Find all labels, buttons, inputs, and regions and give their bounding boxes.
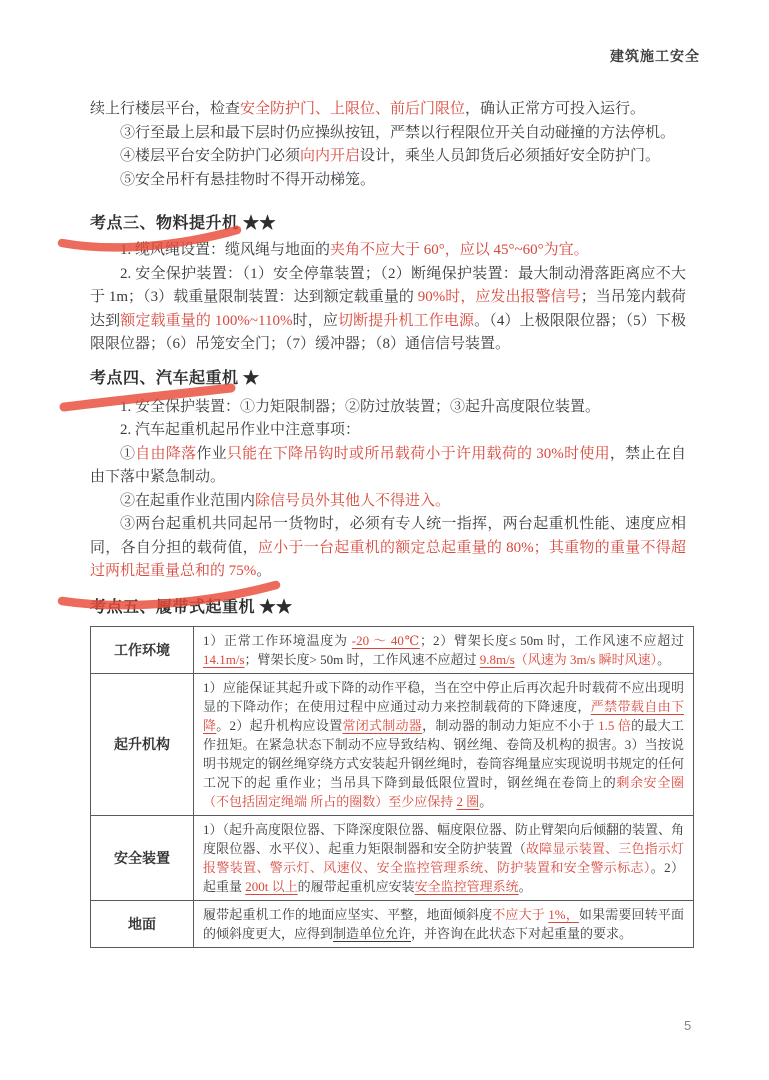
text-segment: 的最大工作扭矩。在紧急状态下制动不应导致结构、钢丝绳、卷筒及机构的损害。3）当按说明书规定的钢丝绳穿绕方式安装起升钢丝绳时，卷筒容绳量应实现说明书规定的任何工况下的起 重作业；当吊具下降到最低限位置时，钢丝绳在卷筒上的	[203, 717, 685, 790]
paragraph	[90, 396, 686, 420]
text-segment: 。	[479, 793, 493, 809]
table-row	[91, 900, 694, 947]
row-content	[194, 900, 694, 947]
highlighted-text: 向内开启	[300, 148, 361, 164]
paragraph	[90, 145, 686, 169]
table-row	[91, 626, 694, 673]
text-segment: 。	[518, 878, 532, 894]
paragraph	[90, 239, 686, 263]
paragraph	[90, 443, 686, 490]
text-segment: ，制动器的制动力矩应不小于	[422, 717, 599, 733]
text-segment: ；当吊笼内载荷达到	[90, 289, 686, 329]
paragraph	[90, 419, 686, 443]
page-number: 5	[684, 1018, 692, 1033]
text-segment: ②在起重作业范围内	[120, 492, 256, 509]
text-segment: 1）正常工作环境温度为	[203, 632, 352, 648]
text-segment: 时，应	[292, 312, 338, 329]
text-segment: 2. 安全保护装置：（1）安全停靠装置；（2）断绳保护装置：最大制动滑落距离应不大于 1m；（3）载重量限制装置：达到额定载重量的	[90, 265, 686, 305]
highlighted-text: 切断提升机工作电源	[337, 312, 475, 329]
highlighted-text: 90%时，应发出报警信号	[417, 289, 581, 305]
highlighted-text: 2 圈	[456, 793, 480, 809]
text-segment: 。2）起升机构应设置	[216, 717, 343, 733]
text-segment: 。2）起重量	[203, 859, 684, 894]
highlighted-text: 严禁带载自由下降	[203, 698, 684, 733]
table-row	[91, 815, 694, 900]
text-segment: 。（4）上极限限位器；（5）下极限限位器；（6）吊笼安全门；（7）缓冲器；（8）通信信号装置。	[90, 312, 686, 352]
highlighted-text: 200t 以上	[245, 878, 298, 894]
highlighted-text: 故障显示装置、三色指示灯报警装置、警示灯、风速仪、安全监控管理系统、防护装置和安全警示标志）	[203, 840, 684, 875]
text-segment: 。	[657, 651, 671, 667]
section-heading-kaodian4: 考点四、汽车起重机 ★	[90, 369, 260, 387]
highlighted-text: 安全监控管理系统	[414, 878, 519, 894]
text-segment: 设计，乘坐人员卸货后必须插好安全防护门。	[360, 148, 661, 164]
highlighted-text: -20 ～ 40℃	[351, 632, 420, 648]
text-segment: ；2）臂架长度≤ 50m 时，工作风速不应超过	[419, 632, 684, 648]
row-label: 起升机构	[91, 673, 194, 815]
text-segment: ①	[120, 445, 136, 462]
paragraph	[90, 490, 686, 514]
row-label: 地面	[91, 900, 194, 947]
highlighted-text: 1%，	[548, 906, 579, 922]
highlighted-text: 剩余安全圈（不包括固定绳端 所占的圈数）至少应保持	[203, 774, 684, 809]
table-row	[91, 673, 694, 815]
crawler-crane-spec-table	[90, 626, 694, 948]
highlighted-text: （风速为 3m/s 瞬时风速）	[514, 651, 658, 667]
row-content	[194, 626, 694, 673]
text-segment: ，确认正常方可投入运行。	[465, 101, 646, 117]
text-segment: 如果需要回转平面的倾斜度更大，应得到	[203, 906, 684, 941]
row-label: 安全装置	[91, 815, 194, 900]
highlighted-text: 应小于一台起重机的额定总起重量的 80%；其重物的重量不得超过两机起重量总和的 75%	[90, 539, 686, 579]
text-segment: 1. 安全保护装置：①力矩限制器；②防过放装置；③起升高度限位装置。	[120, 398, 601, 415]
text-segment: ④楼层平台安全防护门必须	[120, 148, 301, 164]
highlighted-text: 常闭式制动器	[342, 717, 423, 733]
text-segment: ③两台起重机共同起吊一货物时，必须有专人统一指挥，两台起重机性能、速度应相同，各自分担的载荷值，	[90, 516, 686, 556]
text-segment: ③行至最上层和最下层时仍应操纵按钮，严禁以行程限位开关自动碰撞的方法停机。	[120, 124, 676, 141]
highlighted-text: 自由降落	[135, 445, 197, 462]
paragraph	[90, 513, 686, 584]
highlighted-text: 制造单位允许	[333, 925, 412, 941]
paragraph	[90, 122, 686, 146]
section-heading-kaodian3: 考点三、物料提升机 ★★	[90, 215, 277, 232]
row-content	[194, 815, 694, 900]
paragraph	[90, 169, 686, 193]
row-label: 工作环境	[91, 626, 194, 673]
page-content	[90, 98, 686, 948]
text-segment: 1）应能保证其起升或下降的动作平稳，当在空中停止后再次起升时载荷不应出现明显的下降动作；在使用过程中应通过动力来控制载荷的下降速度，	[203, 679, 684, 714]
row-content	[194, 673, 694, 815]
text-segment: 2. 汽车起重机起吊作业中注意事项：	[120, 422, 361, 438]
highlighted-text: 1.5 倍	[598, 717, 632, 733]
text-segment: ，禁止在自由下落中紧急制动。	[90, 445, 686, 485]
section-heading-kaodian5: 考点五、履带式起重机 ★★	[90, 598, 293, 616]
document-title-header: 建筑施工安全	[610, 48, 700, 64]
text-segment: 的履带起重机应安装	[297, 878, 415, 894]
text-segment: 续上行楼层平台，检查	[90, 101, 241, 117]
text-segment: 1. 缆风绳设置：缆风绳与地面的	[120, 242, 331, 258]
highlighted-text: 只能在下降吊钩时或所吊载荷小于许用载荷的 30%时使用	[226, 445, 610, 462]
paragraph	[90, 98, 686, 122]
text-segment: ，并咨询在此状态下对起重量的要求。	[411, 925, 633, 941]
highlighted-text: 除信号员外其他人不得进入。	[255, 492, 451, 509]
text-segment: 作业	[196, 445, 227, 462]
text-segment: 履带起重机工作的地面应坚实、平整，地面倾斜度	[203, 906, 493, 922]
highlighted-text: 夹角不应大于 60°，应以 45°~60°为宜。	[330, 242, 589, 258]
highlighted-text: 不应大于	[492, 906, 549, 922]
highlighted-text: 9.8m/s	[479, 651, 515, 667]
highlighted-text: 14.1m/s	[203, 651, 245, 667]
paragraph	[90, 263, 686, 357]
text-segment: ；臂架长度> 50m 时，工作风速不应超过	[244, 651, 480, 667]
highlighted-text: 额定载重量的 100%~110%	[120, 312, 293, 329]
text-segment: 1）（起升高度限位器、下降深度限位器、幅度限位器、防止臂架向后倾翻的装置、角度限位器、水平仪）、起重力矩限制器和安全防护装置（	[203, 821, 685, 856]
text-segment: 。	[256, 563, 272, 579]
text-segment: ⑤安全吊杆有悬挂物时不得开动梯笼。	[120, 171, 376, 188]
highlighted-text: 安全防护门、上限位、前后门限位	[240, 101, 466, 117]
